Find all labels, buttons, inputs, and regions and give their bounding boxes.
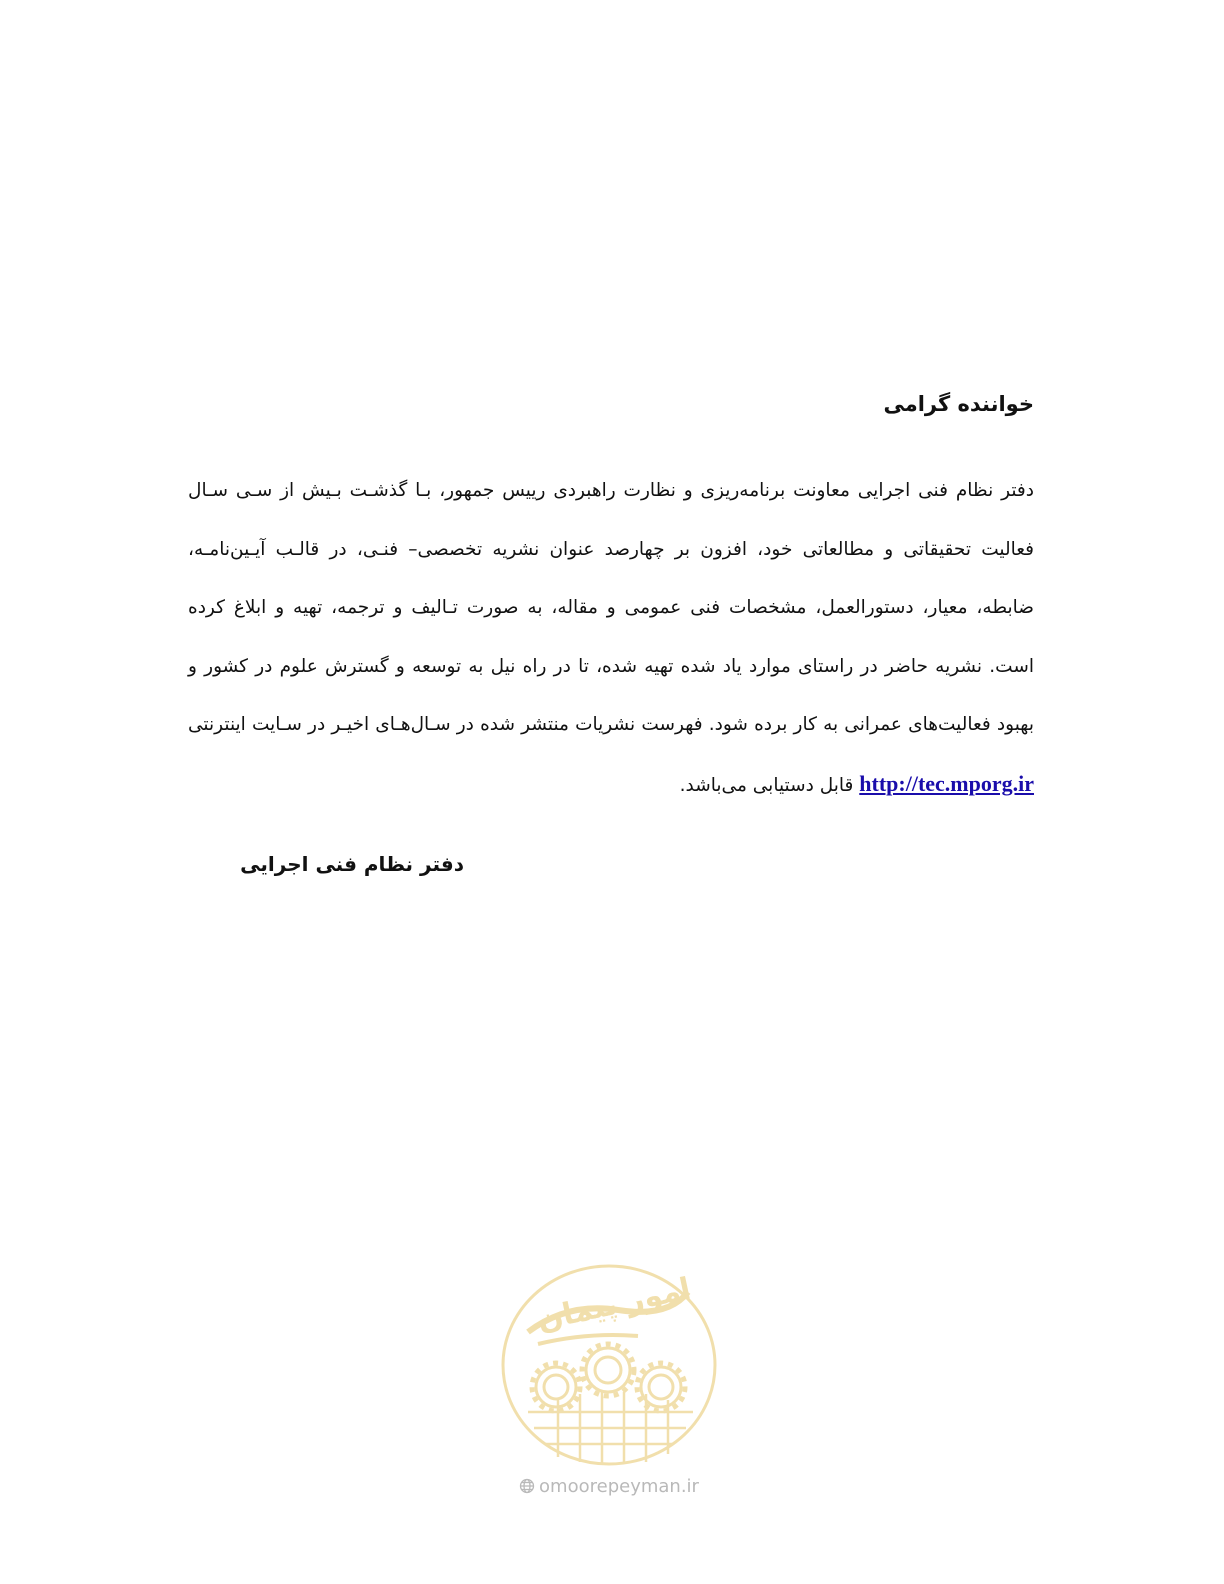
signature: دفتر نظام فنی اجرایی <box>240 852 464 876</box>
omoorepeyman-logo-watermark <box>498 1262 720 1468</box>
globe-icon <box>519 1478 535 1494</box>
paragraph-text-end: قابل دستیابی می‌باشد. <box>679 774 854 796</box>
watermark-url-text: omoorepeyman.ir <box>539 1476 699 1497</box>
body-paragraph <box>188 462 1034 815</box>
page-heading: خواننده گرامی <box>883 392 1034 416</box>
watermark-url <box>498 1476 720 1497</box>
website-link[interactable]: http://tec.mporg.ir <box>859 770 1034 796</box>
paragraph-text: دفتر نظام فنی اجرایی معاونت برنامه‌ریزی و نظارت راهبردی رییس جمهور، بـا گذشـت بـیش از سـی سـال فعالیت تحقیقاتی و مطالعاتی خود، افزون بر چهارصد عنوان نشریه تخصصی– فنـی، در قالـب آیـین‌نامـه، ضابطه، معیار، دستورالعمل، مشخصات فنی عمومی و مقاله، به صورت تـالیف و ترجمه، تهیه و ابلاغ کرده است. نشریه حاضر در راستای موارد یاد شده تهیه شده، تا در راه نیل به توسعه و گسترش علوم در کشور و بهبود فعالیت‌های عمرانی به کار برده شود. فهرست نشریات منتشر شده در سـال‌هـای اخیـر در سـایت اینترنتی <box>188 480 1034 735</box>
logo-text: امور پیمان <box>534 1271 694 1339</box>
